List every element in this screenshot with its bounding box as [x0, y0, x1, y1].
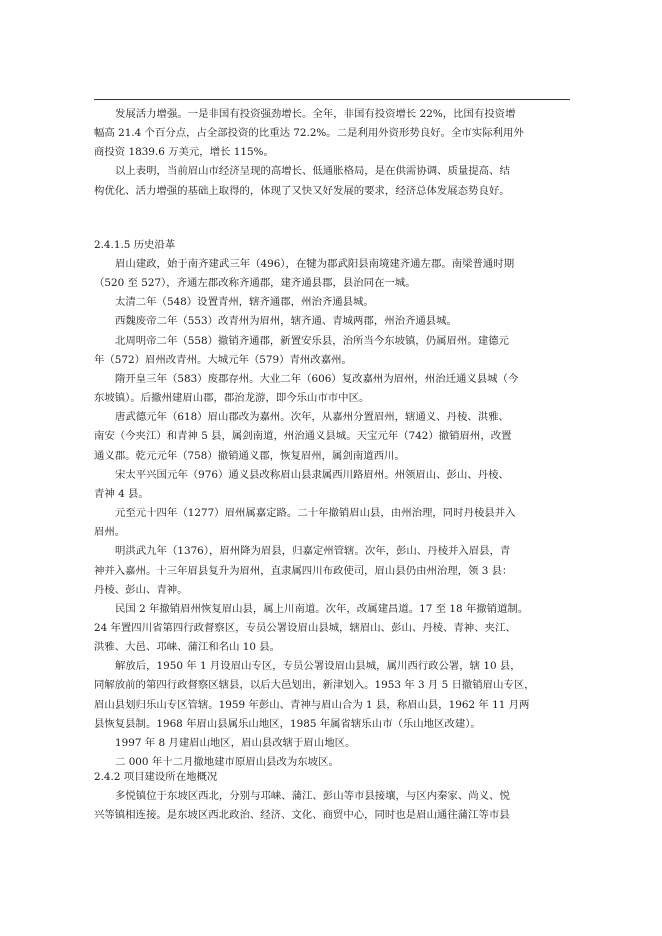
- history-section: [94, 255, 572, 772]
- economic-summary: [94, 105, 572, 201]
- paragraph-line: 构优化、活力增强的基础上取得的，体现了又快又好发展的要求，经济总体发展态势良好。: [94, 184, 510, 197]
- paragraph-line: 1997 年 8 月建眉山地区，眉山县改辖于眉山地区。: [115, 736, 356, 749]
- paragraph-line: 明洪武九年（1376），眉州降为眉县，归嘉定州管辖。次年，彭山、丹棱并入眉县，青: [115, 545, 511, 558]
- paragraph-line: 县恢复县制。1968 年眉山县属乐山地区，1985 年属省辖乐山市（乐山地区改建）。: [94, 717, 481, 730]
- paragraph-line: 丹棱、彭山、青神。: [94, 583, 188, 596]
- paragraph-line: 兴等镇相连接。是东坡区西北政治、经济、文化、商贸中心，同时也是眉山通往蒲江等市县: [94, 809, 510, 822]
- paragraph-line: （520 至 527），齐通左郡改称齐通郡，建齐通县郡，县治同在一城。: [94, 277, 416, 290]
- paragraph-line: 东坡镇）。后撤州建眉山郡，郡治龙游，即今乐山市市中区。: [94, 392, 370, 405]
- paragraph-line: 洪雅、大邑、邛崃、蒲江和名山 10 县。: [94, 641, 281, 654]
- paragraph-line: 同解放前的第四行政督察区辖县，以后大邑划出，新津划入。1953 年 3 月 5 日撤销眉山专区，: [94, 679, 535, 692]
- paragraph-line: 以上表明，当前眉山市经济呈现的高增长、低通胀格局，是在供需协调、质量提高、结: [115, 165, 510, 178]
- paragraph-line: 民国 2 年撤销眉州恢复眉山县，属上川南道。次年，改属建昌道。17 至 18 年撤销道制。: [115, 602, 529, 615]
- paragraph-line: 幅高 21.4 个百分点，占全部投资的比重达 72.2%。二是利用外资形势良好。全市实际利用外: [94, 127, 524, 140]
- paragraph-line: 眉山县划归乐山专区管辖。1959 年彭山、青神与眉山合为 1 县，称眉山县，1962 年 11 月两: [94, 698, 530, 711]
- paragraph-line: 唐武德元年（618）眉山郡改为嘉州。次年，从嘉州分置眉州，辖通义、丹棱、洪雅、: [115, 411, 509, 424]
- paragraph-line: 眉州。: [94, 526, 126, 539]
- paragraph-line: 24 年置四川省第四行政督察区，专员公署设眉山县城，辖眉山、彭山、丹棱、青神、夹江、: [94, 621, 516, 634]
- paragraph-line: 北周明帝二年（558）撤销齐通郡，新置安乐县，治所当今东坡镇，仍属眉州。建德元: [115, 334, 509, 347]
- paragraph-line: 眉山建政，始于南齐建武三年（496），在犍为郡武阳县南境建齐通左郡。南梁普通时期: [115, 258, 515, 270]
- paragraph-line: 西魏废帝二年（553）改青州为眉州，辖齐通、青城两郡，州治齐通县城。: [115, 315, 457, 328]
- paragraph-line: 青神 4 县。: [94, 487, 149, 500]
- paragraph-line: 太清二年（548）设置青州，辖齐通郡，州治齐通县城。: [115, 296, 374, 309]
- paragraph-line: 二 000 年十二月撤地建市原眉山县改为东坡区。: [115, 756, 339, 769]
- paragraph-line: 年（572）眉州改青州。大城元年（579）青州改嘉州。: [94, 353, 352, 366]
- paragraph-line: 神并入嘉州。十三年眉县复升为眉州，直隶属四川布政使司，眉山县仍由州治理，领 3 县：: [94, 564, 513, 577]
- section-heading-project-site: 2.4.2 项目建设所在地概况: [94, 771, 218, 783]
- paragraph-line: 解放后，1950 年 1 月设眉山专区，专员公署设眉山县城，属川西行政公署，辖 10 县，: [115, 660, 521, 673]
- paragraph-line: 发展活力增强。一是非国有投资强劲增长。全年，非国有投资增长 22%，比国有投资增: [115, 108, 516, 120]
- paragraph-line: 商投资 1839.6 万美元，增长 115%。: [94, 146, 274, 159]
- paragraph-line: 南安（今夹江）和青神 5 县，属剑南道，州治通义县城。天宝元年（742）撤销眉州，改置: [94, 430, 512, 443]
- paragraph-line: 多悦镇位于东坡区西北，分别与邛崃、蒲江、彭山等市县接壤，与区内秦家、尚义、悦: [115, 790, 510, 802]
- paragraph-line: 隋开皇三年（583）废郡存州。大业二年（606）复改嘉州为眉州，州治迁通义县城（今: [115, 372, 519, 385]
- section-heading-history: 2.4.1.5 历史沿革: [94, 239, 176, 251]
- header-rule: [94, 99, 570, 100]
- paragraph-line: 元至元十四年（1277）眉州属嘉定路。二十年撤销眉山县，由州治理，同时丹棱县并入: [115, 507, 516, 520]
- paragraph-line: 宋太平兴国元年（976）通义县改称眉山县隶属西川路眉州。州领眉山、彭山、丹棱、: [115, 468, 509, 481]
- project-site-section: [94, 787, 572, 825]
- paragraph-line: 通义郡。乾元元年（758）撤销通义郡，恢复眉州，属剑南道西川。: [94, 449, 405, 462]
